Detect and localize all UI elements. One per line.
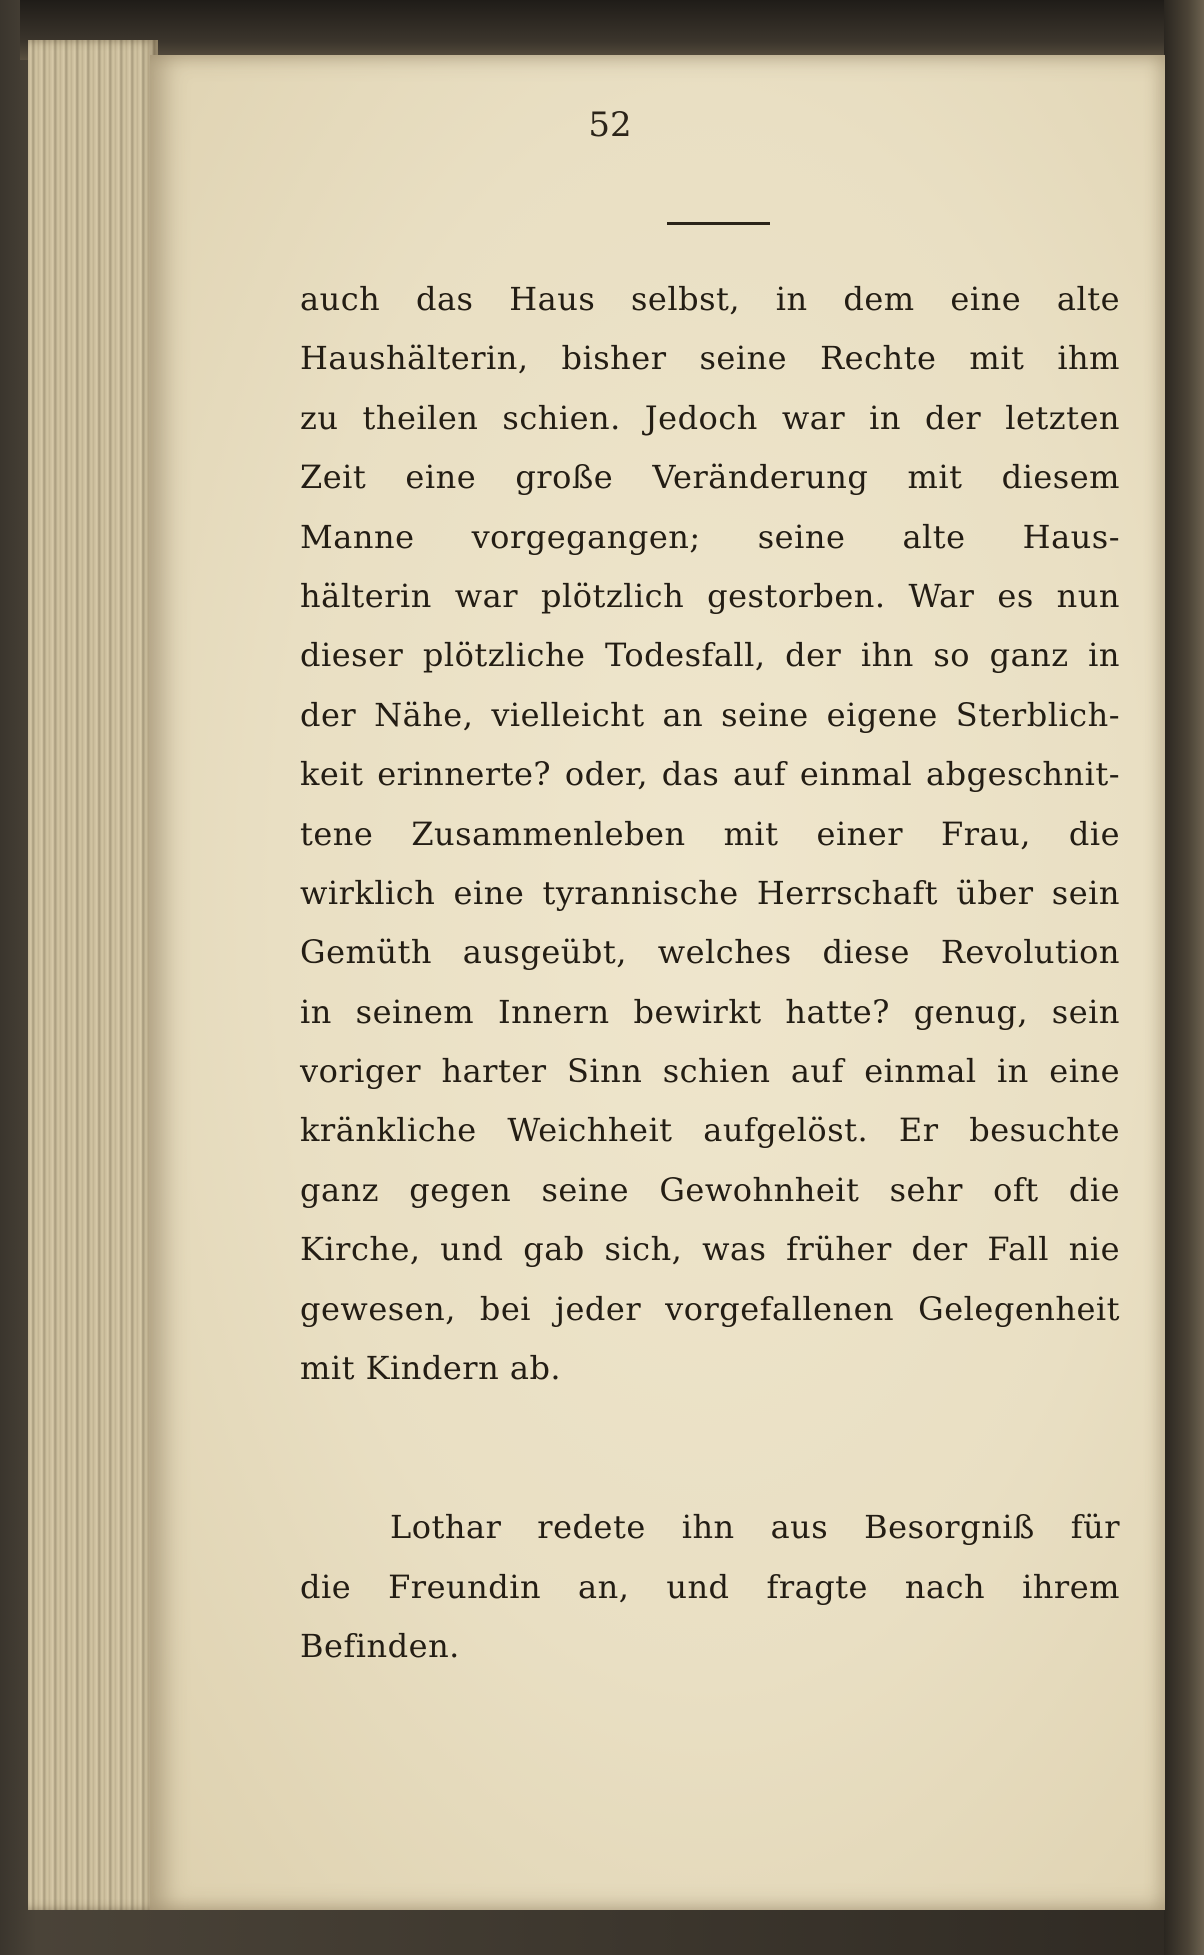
text-line: auch das Haus selbst, in dem eine alte [300, 280, 1120, 318]
book-cover-edge [1164, 0, 1204, 1955]
text-line: hälterin war plötzlich gestorben. War es nun [300, 576, 1120, 615]
book-binding-top [20, 0, 1190, 60]
paragraph-2 [300, 1498, 1120, 1676]
page-number: 52 [588, 105, 632, 145]
body-text [300, 270, 1120, 1677]
text-line: Kirche, und gab sich, was früher der Fall nie [300, 1230, 1120, 1269]
page-number-rule [667, 222, 770, 225]
text-line: mit Kindern ab. [300, 1349, 562, 1388]
text-line: keit erinnerte? oder, das auf einmal abgeschnit- [300, 755, 1120, 794]
text-line: tene Zusammenleben mit einer Frau, die [300, 814, 1120, 853]
text-line: zu theilen schien. Jedoch war in der letzten [300, 398, 1120, 437]
text-line: in seinem Innern bewirkt hatte? genug, sein [300, 992, 1120, 1031]
paragraph-gap [300, 1398, 1120, 1498]
text-line: Lothar redete ihn aus Besorgniß für [390, 1508, 1120, 1547]
text-line: Befinden. [300, 1627, 460, 1666]
text-line: kränkliche Weichheit aufgelöst. Er besuchte [300, 1111, 1120, 1150]
text-line: dieser plötzliche Todesfall, der ihn so ganz in [300, 636, 1120, 675]
text-line: voriger harter Sinn schien auf einmal in eine [300, 1052, 1120, 1091]
text-line: Gemüth ausgeübt, welches diese Revolution [300, 933, 1120, 972]
text-line: Zeit eine große Veränderung mit diesem [300, 458, 1120, 497]
text-line: Haushälterin, bisher seine Rechte mit ihm [300, 339, 1120, 378]
text-line: Manne vorgegangen; seine alte Haus- [300, 517, 1120, 556]
text-line: ganz gegen seine Gewohnheit sehr oft die [300, 1170, 1120, 1209]
text-line: der Nähe, vielleicht an seine eigene Sterblich- [300, 695, 1120, 734]
text-line: wirklich eine tyrannische Herrschaft über sein [300, 873, 1120, 912]
page-edges [28, 40, 158, 1910]
text-line: gewesen, bei jeder vorgefallenen Gelegenheit [300, 1289, 1120, 1328]
paragraph-1 [300, 270, 1120, 1398]
text-line: die Freundin an, und fragte nach ihrem [300, 1567, 1120, 1606]
